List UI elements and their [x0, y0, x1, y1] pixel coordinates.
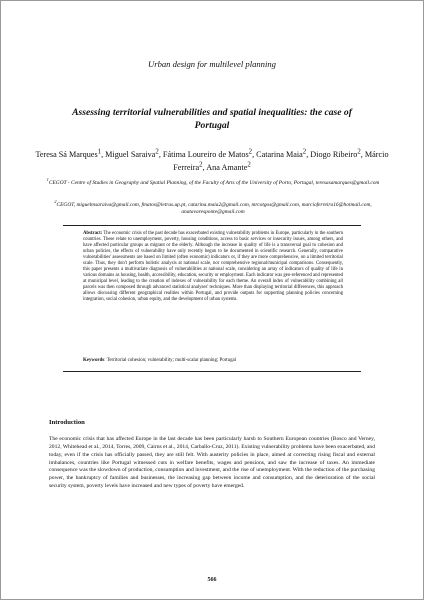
page-number: 566: [207, 577, 217, 583]
author: Ana Amante$^2$: [206, 161, 251, 173]
author-list: [31, 146, 393, 173]
abstract-text: The economic crisis of the past decade has exacerbated existing vulnerability problems in Europe, particularly in the southern countries. These relate to unemployment, poverty, housing conditions, access to basic services or insecurity issues, among others, and have affected particular groups as migrant or the elderly. Although the increase in quality of life is a transversal goal to cohesion and urban policies, the effects of vulnerability have only recently begun to be documented in scientific research. Generally, comparative vulnerabilities' assessments are based on limited (often economic) indicators or, if they are more comprehensive, on a limited territorial scale. Thus, they don't perform holistic analysis at national scale, nor comprehensive regional/municipal comparisons. Consequently, this paper presents a multivariate diagnosis of vulnerabilities at national scale, considering an array of indicators of quality of life in various domains as housing, health, accessibility, education, security or employment. Each indicator was geo-referenced and represented at municipal level, leading to the creation of indexes of vulnerability for each theme. An overall index of vulnerability combining all parcels was then composed through advanced statistical analyses' techniques. More than displaying territorial differences, this approach allows discussing different geographical realities within Portugal, and provide outputs for supporting planning policies concerning integration, social cohesion, urban equity, and the development of urban systems.: [83, 231, 343, 302]
affiliation: $^2$CEGOT, miguelmsaraiva@gmail.com, fmatos@letras.up.pt, catarina.maia2@gmail.com, mrcotgos@gmail.com, marcioferreira16@hotmail.com, anatavaresponte@gmail.com: [54, 199, 372, 216]
abstract-label: Abstract:: [83, 231, 103, 236]
abstract-box: [63, 225, 361, 372]
author: Diogo Ribeiro$^2$,: [310, 148, 365, 159]
author: Miguel Saraiva$^2$,: [105, 148, 163, 159]
affiliation: $^1$CEGOT - Centre of Studies in Geography and Spatial Planning, of the Faculty of Arts of the University of Porto, Portugal, teresasamarques@gmail.com: [46, 177, 380, 186]
keywords: [83, 358, 343, 364]
section-heading: Introduction: [49, 419, 85, 426]
body-paragraph: The economic crisis that has affected Europe in the last decade has been particularly harsh to Southern European countries (Bosco and Verney, 2012, Whitehead et al., 2014, Torres, 2009, Cairns et al., 2014, Carballo-Cruz, 2011). Existing vulnerability problems have been exacerbated, and today, even if the crisis has officially passed, they are still felt. With austerity policies in place, aimed at correcting rising fiscal and external imbalances, countries like Portugal witnessed cuts in welfare benefits, wages and pensions, and saw the increase of taxes. An immediate consequence was the slowdown of production, consumption and investment, and the rise of unemployment. With the reduction of the purchasing power, the bankruptcy of families and businesses, the increasing gap between income and consumption, and the deterioration of the social security system, poverty levels have increased and new types of poverty have emerged.: [49, 436, 375, 490]
running-section-header: Urban design for multilevel planning: [148, 59, 276, 69]
author: Teresa Sá Marques$^1$,: [35, 148, 106, 159]
author: Catarina Maia$^2$,: [256, 148, 311, 159]
abstract: [83, 231, 343, 303]
keywords-text: : Territorial cohesion; vulnerability; multi-scalar planning; Portugal: [104, 358, 237, 363]
paper-title: Assessing territorial vulnerabilities and spatial inequalities: the case of Portugal: [72, 107, 352, 131]
keywords-label: Keywords: [83, 358, 105, 363]
author: Fátima Loureiro de Matos$^2$,: [162, 148, 257, 159]
author: Márcio Ferreira$^2$,: [173, 149, 389, 173]
